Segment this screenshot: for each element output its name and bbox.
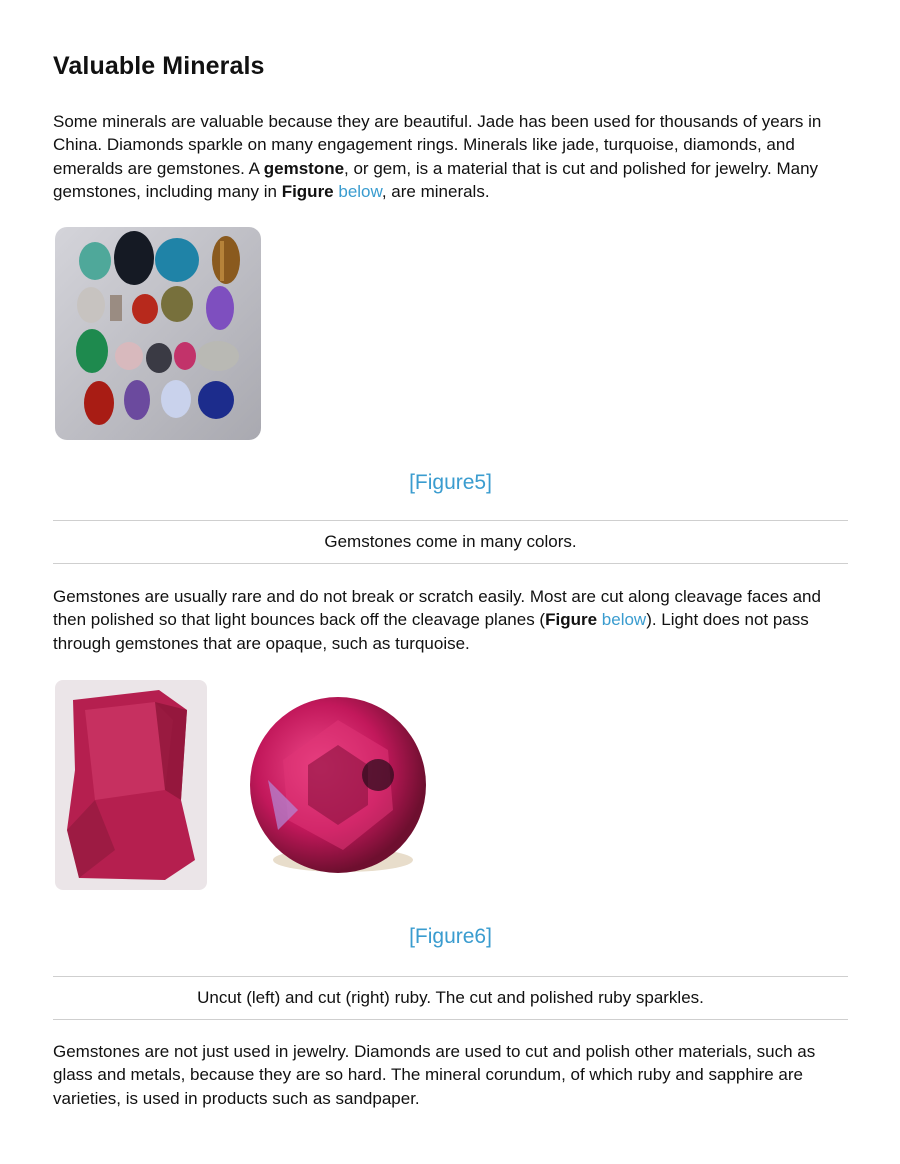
para1-text-2: , or gem, is a material that is cut and polished for jewelry. Many gemstones, including many in [53,158,819,202]
para1-text-3: , are minerals. [381,182,490,202]
para2-text-1: Gemstones are usually rare and do not break or scratch easily. Most are cut along cleavage faces and then polished so that light bounces back off the cleavage planes ( [53,587,821,630]
figure6-caption: Uncut (left) and cut (right) ruby. The cut and polished ruby sparkles. [53,976,848,1020]
figure-ref-bold: Figure [545,610,598,630]
term-gemstone: gemstone [263,158,345,178]
figure5-caption: Gemstones come in many colors. [53,520,848,564]
uncut-ruby-image [55,680,207,890]
figure5-label[interactable]: [Figure5] [409,471,492,494]
cut-ruby-image [228,690,428,890]
para3-text-1: Gemstones are not just used in jewelry. Diamonds are used to cut and polish other materials, such as glass and metals, because they are so hard. The mineral corundum, of which ruby and sapphire are varieties, is used in products such as sandpaper. [53,1042,816,1108]
gemstone-properties-paragraph [53,585,848,655]
figure-ref-bold: Figure [281,182,334,202]
figure-ref-link[interactable]: below [338,182,382,202]
gemstone-uses-paragraph [53,1040,848,1110]
para2-text-2: ). Light does not pass through gemstones that are opaque, such as turquoise. [53,610,809,653]
para1-text-1: Some minerals are valuable because they are beautiful. Jade has been used for thousands of years in China. Diamonds sparkle on many engagement rings. Minerals like jade, turquoise, diamonds, and emeralds are gemstones. A [53,112,822,178]
intro-paragraph [53,110,848,204]
figure-ref-link[interactable]: below [601,610,647,630]
page-title: Valuable Minerals [53,52,265,80]
figure6-label[interactable]: [Figure6] [409,925,492,948]
gemstones-image [55,227,261,440]
